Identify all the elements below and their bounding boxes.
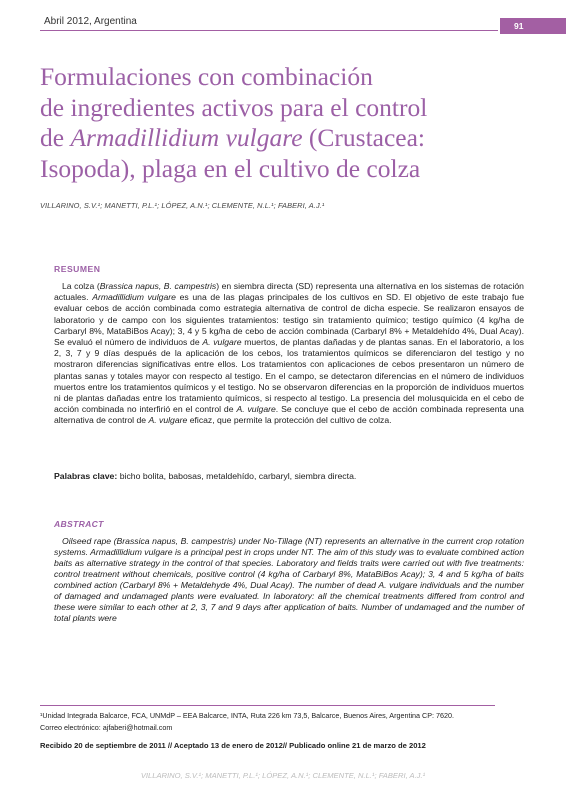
dates-line: Recibido 20 de septiembre de 2011 // Aceptado 13 de enero de 2012// Publicado online 21 de marzo de 2012: [40, 741, 426, 750]
species-name: Armadillidium vulgare: [70, 123, 303, 152]
title-line-2: de ingredientes activos para el control: [40, 92, 428, 122]
keywords: [54, 471, 356, 481]
resumen-italic: Armadillidium vulgare: [92, 292, 176, 303]
resumen-body: [54, 281, 524, 427]
resumen-italic: A. vulgare: [236, 404, 276, 415]
footnote-rule: [40, 705, 495, 706]
resumen-italic: A. vulgare: [202, 337, 242, 348]
running-footer: VILLARINO, S.V.¹; MANETTI, P.L.¹; LÓPEZ, A.N.¹; CLEMENTE, N.L.¹; FABERI, A.J.¹: [140, 771, 426, 780]
abstract-heading: ABSTRACT: [54, 519, 104, 529]
title-line-1: Formulaciones con combinación: [40, 62, 373, 91]
author-list: VILLARINO, S.V.¹; MANETTI, P.L.¹; LÓPEZ, A.N.¹; CLEMENTE, N.L.¹; FABERI, A.J.¹: [40, 201, 325, 210]
title-line-3-post: (Crustacea:: [302, 123, 426, 152]
resumen-heading: RESUMEN: [54, 264, 101, 274]
resumen-italic: Brassica napus, B. campestris: [99, 281, 217, 291]
resumen-text: . Se concluye que el cebo de acción combinada representa una alternativa de control de: [54, 404, 524, 426]
header-rule: [40, 30, 498, 31]
title-line-3-pre: de: [40, 123, 71, 152]
running-header: Abril 2012, Argentina: [44, 16, 137, 27]
resumen-text: ) en siembra directa (SD) representa una alternativa en los sistemas de rotación actuales.: [54, 281, 524, 303]
resumen-text: eficaz, que permite la protección del cultivo de colza.: [187, 415, 392, 426]
title-line-3: [40, 123, 540, 154]
affiliation-footnote: ¹Unidad Integrada Balcarce, FCA, UNMdP – EEA Balcarce, INTA, Ruta 226 km 73,5, Balcarce, Buenos Aires, Argentina CP: 7620.: [40, 711, 455, 720]
resumen-text: La colza (: [62, 281, 100, 291]
resumen-text: muertos, de plantas dañadas y de plantas sanas. En el laboratorio, a los 2, 3, 7 y 9 días después de la aplicación de los cebos, los tratamientos químicos se diferenciaron del testigo y no mostraron diferencias significativas entre ellos. Los tratamientos con aplicaciones de cebos presentaron un número de plantas sanas y totales mayor con respecto al testigo. En el campo, se detectaron diferencias en el número de individuos muertos entre los tratamientos químicos y el testigo. No se observaron diferencias en la proporción de individuos muertos ni de plantas dañadas entre los tratamiento químicos, si respecto al testigo. La presencia del molusquicida en el cebo de acción combinada no interfirió en el control de: [54, 337, 524, 415]
abstract-body: [54, 536, 524, 624]
keywords-text: bicho bolita, babosas, metaldehído, carbaryl, siembra directa.: [117, 471, 357, 481]
resumen-italic: A. vulgare: [148, 415, 188, 426]
article-title: [40, 62, 540, 184]
keywords-label: Palabras clave:: [54, 471, 118, 481]
email-footnote: Correo electrónico: ajfaberi@hotmail.com: [40, 723, 173, 732]
page-number: 91: [500, 18, 566, 34]
title-line-4: Isopoda), plaga en el cultivo de colza: [40, 153, 421, 183]
abstract-text: Oilseed rape (Brassica napus, B. campestris) under No-Tillage (NT) represents an alternative in the current crop rotation systems. Armadillidium vulgare is a principal pest in crops under NT. The aim of this study was to evaluate combined action baits as alternative strategy in the control of that species. Laboratory and fields traits were carried out with five treatments: control treatment without chemicals, positive control (4 kg/ha of Carbaryl 8%, MataBiBos Acay); 3, 4 and 5 kg/ha of baits combined action (Carbaryl 8% + Metaldehyde 4%, Dual Acay). The number of dead A. vulgare individuals and the number of damaged and undamaged plants were evaluated. In laboratory: all the chemical treatments differed from control and these were similar to each other at 2, 3, 7 and 9 days after application of baits. Number of undamaged and the number of total plants were: [54, 536, 524, 623]
resumen-text: es una de las plagas principales de los cultivos en SD. El objetivo de este trabajo fue evaluar cebos de acción combinada como estrategia alternativa de control de dicha especie. Se realizaron ensayos de laboratorio y de campo con los siguientes tratamientos: testigo sin tratamiento químico; testigo químico (4 kg/ha de Carbaryl 8%, MataBiBos Acay); 3, 4 y 5 kg/ha de cebo de acción combinada (Carbaryl 8% + Metaldehído 4%, Dual Acay). Se evaluó el número de individuos de: [54, 292, 524, 348]
